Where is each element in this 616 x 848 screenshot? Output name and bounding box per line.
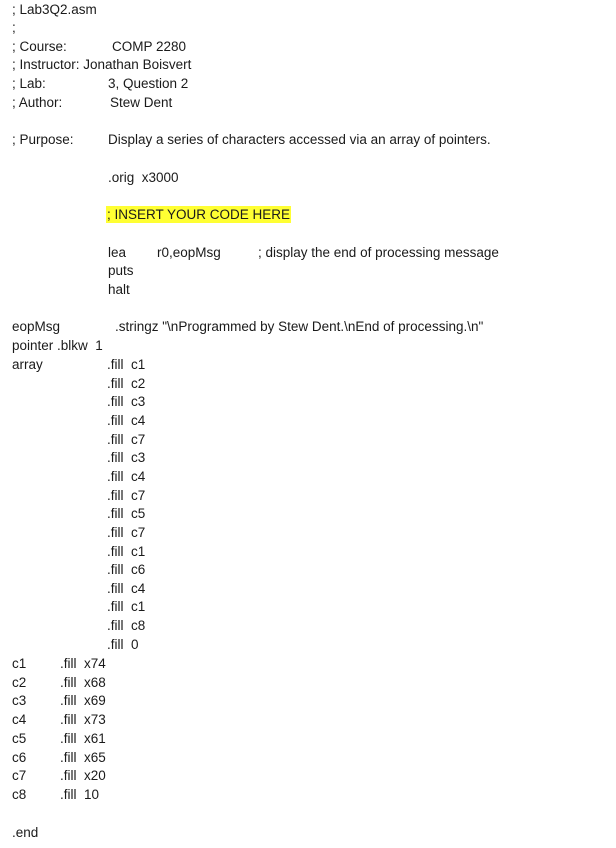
- constant-value: .fill 10: [60, 786, 100, 802]
- array-fill-entry: .fill c3: [107, 450, 146, 466]
- constant-value: .fill x65: [60, 749, 106, 765]
- constant-label: c1: [12, 656, 27, 671]
- instructor-line: ; Instructor: Jonathan Boisvert: [12, 57, 192, 72]
- array-fill-entry: .fill c7: [107, 431, 146, 447]
- lea-opcode: lea: [108, 245, 127, 260]
- array-fill-entry: .fill c4: [107, 412, 146, 428]
- constant-label: c7: [12, 768, 27, 784]
- constant-label: c3: [12, 693, 27, 709]
- array-fill-entry: .fill c3: [107, 394, 146, 410]
- array-fill-entry: .fill c7: [107, 487, 146, 503]
- constant-value: .fill x20: [60, 768, 106, 784]
- array-fill-entry: .fill c5: [107, 506, 146, 522]
- array-fill-entry: .fill c2: [107, 375, 146, 391]
- puts-instruction: puts: [108, 263, 134, 278]
- array-label: array: [12, 357, 43, 372]
- array-fill-entry: .fill c4: [107, 468, 146, 484]
- constant-label: c8: [12, 786, 27, 802]
- array-fill-entry: .fill c1: [107, 357, 146, 372]
- halt-instruction: halt: [108, 282, 130, 297]
- array-fill-entry: .fill c6: [107, 562, 146, 578]
- author-label: ; Author:: [12, 95, 63, 110]
- constant-value: .fill x74: [60, 656, 106, 671]
- lab-label: ; Lab:: [12, 76, 46, 91]
- orig-directive: .orig x3000: [108, 170, 179, 185]
- array-fill-entry: .fill c1: [107, 599, 146, 615]
- insert-code-highlight: ; INSERT YOUR CODE HERE: [107, 207, 291, 222]
- array-fill-entry: .fill 0: [107, 636, 139, 652]
- insert-code-marker: [106, 207, 291, 223]
- array-fill-entry: .fill c7: [107, 524, 146, 540]
- purpose-value: Display a series of characters accessed via an array of pointers.: [108, 132, 491, 147]
- blank-comment: ;: [12, 20, 16, 35]
- array-fill-entry: .fill c1: [107, 543, 146, 559]
- eopmsg-label: eopMsg: [12, 319, 61, 334]
- constant-value: .fill x73: [60, 712, 106, 728]
- lea-operands: r0,eopMsg: [157, 245, 221, 260]
- constant-label: c5: [12, 730, 27, 746]
- lea-comment: ; display the end of processing message: [258, 245, 499, 260]
- course-label: ; Course:: [12, 39, 67, 54]
- constant-value: .fill x68: [60, 674, 106, 690]
- array-fill-entry: .fill c8: [107, 618, 146, 634]
- eopmsg-directive: .stringz "\nProgrammed by Stew Dent.\nEnd of processing.\n": [115, 319, 484, 334]
- course-value: COMP 2280: [112, 39, 187, 54]
- author-value: Stew Dent: [110, 95, 173, 110]
- constant-label: c4: [12, 712, 27, 728]
- end-directive: .end: [12, 825, 39, 840]
- purpose-label: ; Purpose:: [12, 132, 74, 147]
- lab-value: 3, Question 2: [108, 76, 189, 91]
- constant-value: .fill x61: [60, 730, 106, 746]
- filename-comment: ; Lab3Q2.asm: [12, 2, 97, 17]
- array-fill-entry: .fill c4: [107, 580, 146, 596]
- constant-label: c6: [12, 749, 27, 765]
- constant-label: c2: [12, 674, 27, 690]
- constant-value: .fill x69: [60, 693, 106, 709]
- pointer-line: pointer .blkw 1: [12, 338, 103, 353]
